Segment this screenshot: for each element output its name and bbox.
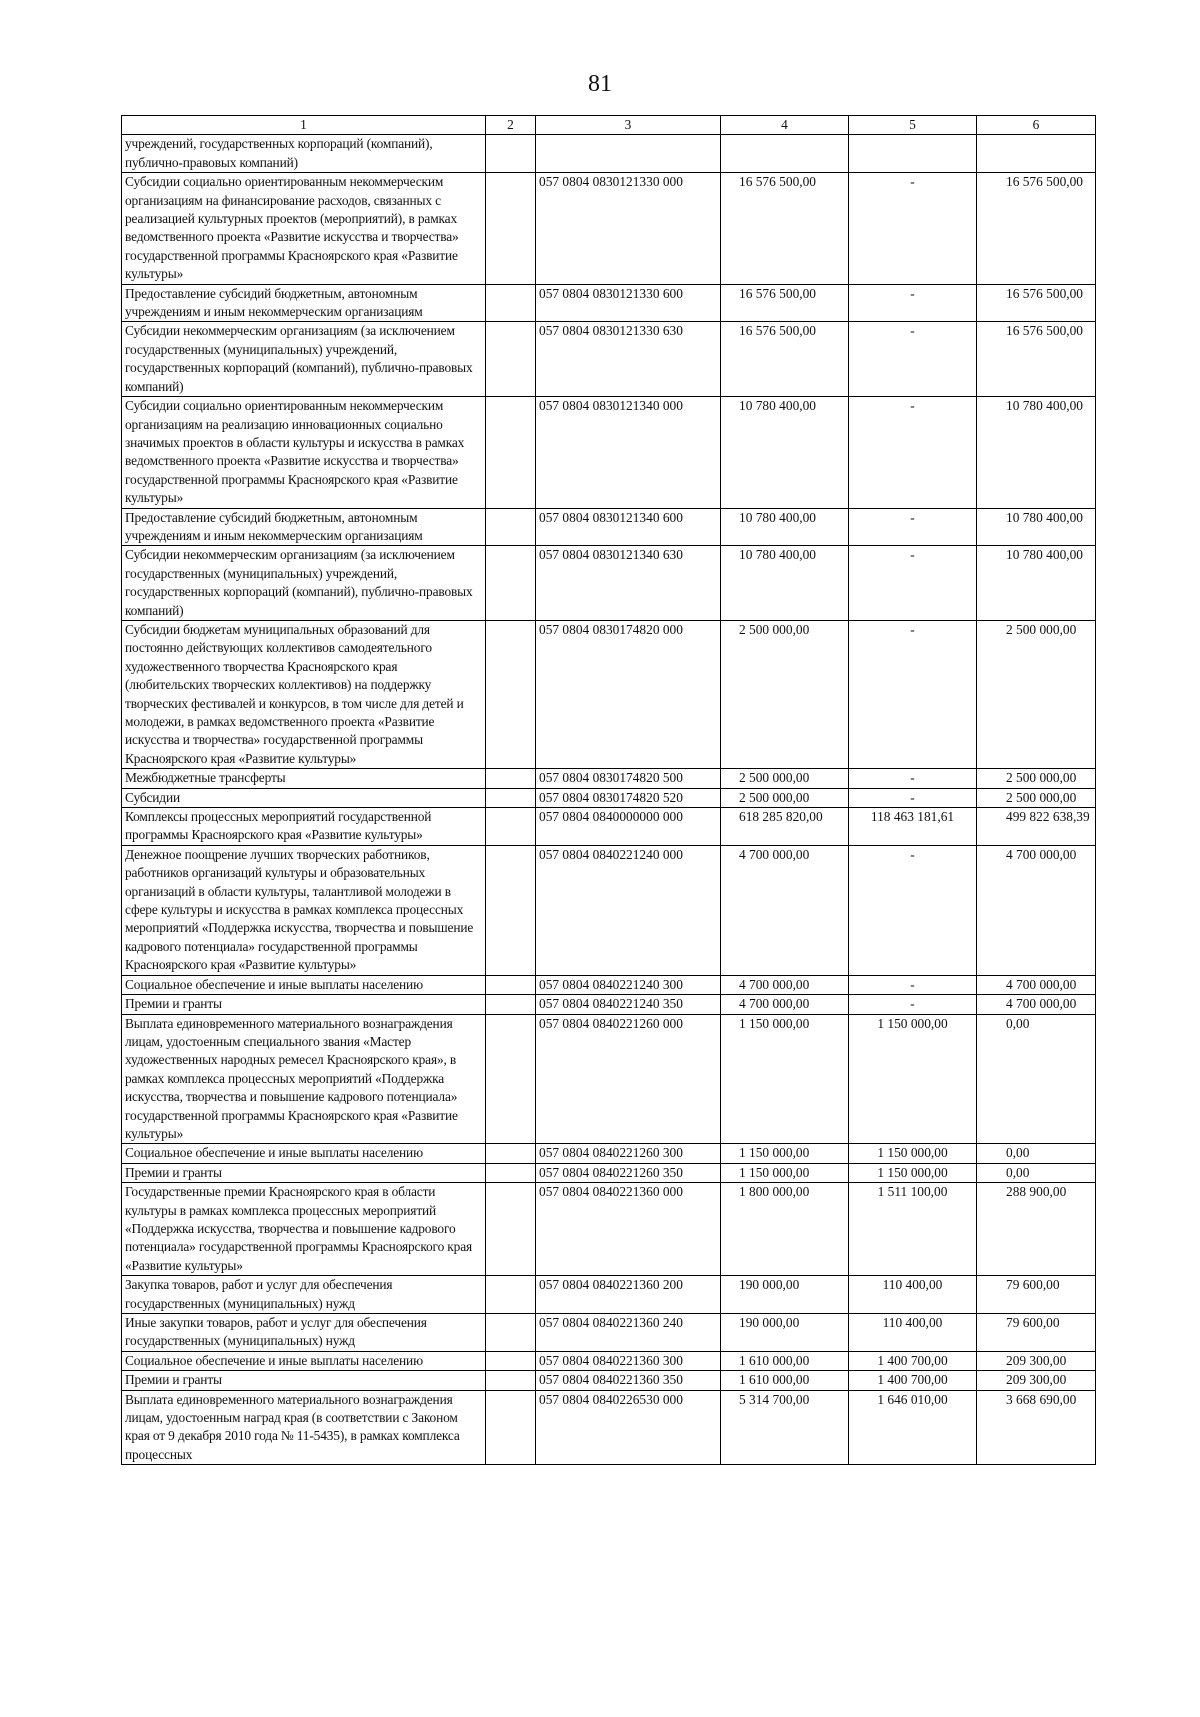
row-col2-cell [486, 1371, 536, 1390]
amount-col5-cell: - [849, 322, 977, 397]
amount-col5-cell: 110 400,00 [849, 1276, 977, 1314]
row-col2-cell [486, 397, 536, 508]
row-name-cell: Субсидии некоммерческим организациям (за исключением государственных (муниципальных) учреждений, государственных корпораций (компаний), публично-правовых компаний) [122, 322, 486, 397]
amount-col6-cell: 2 500 000,00 [977, 620, 1096, 768]
row-name-cell: Предоставление субсидий бюджетным, автономным учреждениям и иным некоммерческим организациям [122, 508, 486, 546]
row-name-cell: учреждений, государственных корпораций (компаний), публично-правовых компаний) [122, 135, 486, 173]
row-name-cell: Премии и гранты [122, 1163, 486, 1182]
amount-col6-cell: 79 600,00 [977, 1314, 1096, 1352]
amount-col6-cell: 16 576 500,00 [977, 322, 1096, 397]
amount-col5-cell: - [849, 995, 977, 1014]
amount-col5-cell: - [849, 620, 977, 768]
amount-col5-cell: 1 150 000,00 [849, 1014, 977, 1144]
amount-col4-cell: 4 700 000,00 [721, 995, 849, 1014]
table-row [122, 1163, 1096, 1182]
amount-col4-cell: 1 800 000,00 [721, 1183, 849, 1276]
amount-col5-cell: - [849, 173, 977, 284]
amount-col4-cell: 4 700 000,00 [721, 975, 849, 994]
amount-col6-cell: 288 900,00 [977, 1183, 1096, 1276]
table-row [122, 995, 1096, 1014]
amount-col4-cell: 618 285 820,00 [721, 808, 849, 846]
amount-col4-cell: 16 576 500,00 [721, 284, 849, 322]
row-name-cell: Иные закупки товаров, работ и услуг для обеспечения государственных (муниципальных) нужд [122, 1314, 486, 1352]
table-row [122, 769, 1096, 788]
row-col2-cell [486, 1276, 536, 1314]
amount-col6-cell [977, 135, 1096, 173]
budget-code-cell: 057 0804 0840221240 300 [536, 975, 721, 994]
row-col2-cell [486, 173, 536, 284]
table-header [122, 116, 1096, 135]
table-row [122, 788, 1096, 807]
amount-col4-cell: 2 500 000,00 [721, 769, 849, 788]
column-header: 3 [536, 116, 721, 135]
row-col2-cell [486, 508, 536, 546]
table-row [122, 1276, 1096, 1314]
budget-code-cell: 057 0804 0840226530 000 [536, 1390, 721, 1465]
amount-col5-cell: 1 400 700,00 [849, 1371, 977, 1390]
amount-col6-cell: 79 600,00 [977, 1276, 1096, 1314]
budget-code-cell: 057 0804 0840221260 300 [536, 1144, 721, 1163]
row-col2-cell [486, 808, 536, 846]
amount-col5-cell: 1 150 000,00 [849, 1144, 977, 1163]
row-name-cell: Субсидии некоммерческим организациям (за исключением государственных (муниципальных) учреждений, государственных корпораций (компаний), публично-правовых компаний) [122, 546, 486, 621]
amount-col4-cell: 10 780 400,00 [721, 397, 849, 508]
amount-col4-cell: 16 576 500,00 [721, 322, 849, 397]
table-row [122, 845, 1096, 975]
amount-col5-cell: 1 150 000,00 [849, 1163, 977, 1182]
amount-col6-cell: 209 300,00 [977, 1371, 1096, 1390]
amount-col6-cell: 4 700 000,00 [977, 975, 1096, 994]
amount-col4-cell: 2 500 000,00 [721, 788, 849, 807]
column-header: 1 [122, 116, 486, 135]
amount-col4-cell: 1 150 000,00 [721, 1144, 849, 1163]
amount-col5-cell: - [849, 788, 977, 807]
budget-code-cell: 057 0804 0840221360 300 [536, 1351, 721, 1370]
budget-code-cell: 057 0804 0830174820 000 [536, 620, 721, 768]
table-row [122, 173, 1096, 284]
amount-col6-cell: 4 700 000,00 [977, 845, 1096, 975]
row-name-cell: Субсидии [122, 788, 486, 807]
budget-code-cell: 057 0804 0840221360 000 [536, 1183, 721, 1276]
amount-col6-cell: 10 780 400,00 [977, 546, 1096, 621]
header-row [122, 116, 1096, 135]
column-header: 6 [977, 116, 1096, 135]
row-col2-cell [486, 845, 536, 975]
amount-col6-cell: 10 780 400,00 [977, 397, 1096, 508]
column-header: 5 [849, 116, 977, 135]
row-col2-cell [486, 1014, 536, 1144]
amount-col4-cell: 10 780 400,00 [721, 546, 849, 621]
amount-col6-cell: 209 300,00 [977, 1351, 1096, 1370]
amount-col4-cell: 1 610 000,00 [721, 1351, 849, 1370]
amount-col5-cell [849, 135, 977, 173]
budget-code-cell: 057 0804 0840221260 000 [536, 1014, 721, 1144]
table-row [122, 284, 1096, 322]
table-row [122, 135, 1096, 173]
amount-col4-cell [721, 135, 849, 173]
row-col2-cell [486, 1314, 536, 1352]
amount-col5-cell: - [849, 508, 977, 546]
budget-code-cell: 057 0804 0840000000 000 [536, 808, 721, 846]
budget-code-cell: 057 0804 0840221360 240 [536, 1314, 721, 1352]
row-col2-cell [486, 284, 536, 322]
amount-col4-cell: 190 000,00 [721, 1276, 849, 1314]
table-row [122, 546, 1096, 621]
amount-col6-cell: 2 500 000,00 [977, 788, 1096, 807]
row-name-cell: Премии и гранты [122, 995, 486, 1014]
row-name-cell: Комплексы процессных мероприятий государственной программы Красноярского края «Развитие культуры» [122, 808, 486, 846]
row-col2-cell [486, 322, 536, 397]
budget-table [121, 115, 1096, 1465]
row-name-cell: Премии и гранты [122, 1371, 486, 1390]
budget-code-cell: 057 0804 0830121340 600 [536, 508, 721, 546]
budget-code-cell: 057 0804 0840221360 200 [536, 1276, 721, 1314]
column-header: 2 [486, 116, 536, 135]
row-name-cell: Межбюджетные трансферты [122, 769, 486, 788]
column-header: 4 [721, 116, 849, 135]
amount-col4-cell: 1 610 000,00 [721, 1371, 849, 1390]
amount-col4-cell: 1 150 000,00 [721, 1014, 849, 1144]
table-row [122, 397, 1096, 508]
amount-col6-cell: 0,00 [977, 1163, 1096, 1182]
amount-col4-cell: 10 780 400,00 [721, 508, 849, 546]
amount-col4-cell: 190 000,00 [721, 1314, 849, 1352]
row-col2-cell [486, 1144, 536, 1163]
amount-col5-cell: - [849, 284, 977, 322]
row-col2-cell [486, 1351, 536, 1370]
row-col2-cell [486, 975, 536, 994]
row-col2-cell [486, 546, 536, 621]
row-name-cell: Денежное поощрение лучших творческих работников, работников организаций культуры и образовательных организаций в области культуры, талантливой молодежи в сфере культуры и искусства в рамках комплекса процессных мероприятий «Поддержка искусства, творчества и повышение кадрового потенциала» государственной программы Красноярского края «Развитие культуры» [122, 845, 486, 975]
page-number: 81 [588, 71, 612, 97]
amount-col6-cell: 10 780 400,00 [977, 508, 1096, 546]
table-row [122, 1144, 1096, 1163]
budget-code-cell: 057 0804 0830174820 520 [536, 788, 721, 807]
budget-code-cell: 057 0804 0840221240 350 [536, 995, 721, 1014]
row-name-cell: Закупка товаров, работ и услуг для обеспечения государственных (муниципальных) нужд [122, 1276, 486, 1314]
amount-col5-cell: - [849, 769, 977, 788]
budget-code-cell: 057 0804 0830121340 000 [536, 397, 721, 508]
row-name-cell: Государственные премии Красноярского края в области культуры в рамках комплекса процессных мероприятий «Поддержка искусства, творчества и повышение кадрового потенциала» государственной программы Красноярского края «Развитие культуры» [122, 1183, 486, 1276]
amount-col5-cell: 1 400 700,00 [849, 1351, 977, 1370]
budget-code-cell: 057 0804 0830121340 630 [536, 546, 721, 621]
row-name-cell: Выплата единовременного материального вознаграждения лицам, удостоенным наград края (в соответствии с Законом края от 9 декабря 2010 года № 11-5435), в рамках комплекса процессных [122, 1390, 486, 1465]
table-row [122, 808, 1096, 846]
row-name-cell: Субсидии социально ориентированным некоммерческим организациям на финансирование расходов, связанных с реализацией культурных проектов (мероприятий), в рамках ведомственного проекта «Развитие искусства и творчества» государственной программы Красноярского края «Развитие культуры» [122, 173, 486, 284]
table-row [122, 1371, 1096, 1390]
budget-code-cell: 057 0804 0830174820 500 [536, 769, 721, 788]
budget-code-cell [536, 135, 721, 173]
row-name-cell: Субсидии бюджетам муниципальных образований для постоянно действующих коллективов самодеятельного художественного творчества Красноярского края (любительских творческих коллективов) на поддержку творческих фестивалей и конкурсов, в том числе для детей и молодежи, в рамках ведомственного проекта «Развитие искусства и творчества» государственной программы Красноярского края «Развитие культуры» [122, 620, 486, 768]
row-name-cell: Социальное обеспечение и иные выплаты населению [122, 975, 486, 994]
budget-code-cell: 057 0804 0830121330 000 [536, 173, 721, 284]
row-col2-cell [486, 135, 536, 173]
row-name-cell: Субсидии социально ориентированным некоммерческим организациям на реализацию инновационных социально значимых проектов в области культуры и искусства в рамках ведомственного проекта «Развитие искусства и творчества» государственной программы Красноярского края «Развитие культуры» [122, 397, 486, 508]
amount-col5-cell: - [849, 546, 977, 621]
row-col2-cell [486, 769, 536, 788]
amount-col4-cell: 16 576 500,00 [721, 173, 849, 284]
budget-code-cell: 057 0804 0830121330 600 [536, 284, 721, 322]
amount-col4-cell: 4 700 000,00 [721, 845, 849, 975]
row-col2-cell [486, 1390, 536, 1465]
amount-col5-cell: 1 646 010,00 [849, 1390, 977, 1465]
budget-code-cell: 057 0804 0830121330 630 [536, 322, 721, 397]
table-row [122, 1351, 1096, 1370]
row-name-cell: Социальное обеспечение и иные выплаты населению [122, 1144, 486, 1163]
row-col2-cell [486, 995, 536, 1014]
table-body [122, 135, 1096, 1465]
budget-code-cell: 057 0804 0840221260 350 [536, 1163, 721, 1182]
row-col2-cell [486, 788, 536, 807]
amount-col4-cell: 1 150 000,00 [721, 1163, 849, 1182]
table-row [122, 322, 1096, 397]
table-row [122, 1390, 1096, 1465]
amount-col5-cell: 110 400,00 [849, 1314, 977, 1352]
table-row [122, 975, 1096, 994]
row-col2-cell [486, 1183, 536, 1276]
table-row [122, 1314, 1096, 1352]
table-row [122, 1183, 1096, 1276]
amount-col5-cell: - [849, 975, 977, 994]
row-name-cell: Социальное обеспечение и иные выплаты населению [122, 1351, 486, 1370]
amount-col4-cell: 2 500 000,00 [721, 620, 849, 768]
row-col2-cell [486, 620, 536, 768]
amount-col5-cell: - [849, 845, 977, 975]
row-name-cell: Предоставление субсидий бюджетным, автономным учреждениям и иным некоммерческим организациям [122, 284, 486, 322]
amount-col5-cell: - [849, 397, 977, 508]
amount-col6-cell: 3 668 690,00 [977, 1390, 1096, 1465]
amount-col5-cell: 118 463 181,61 [849, 808, 977, 846]
amount-col6-cell: 0,00 [977, 1014, 1096, 1144]
amount-col6-cell: 4 700 000,00 [977, 995, 1096, 1014]
amount-col4-cell: 5 314 700,00 [721, 1390, 849, 1465]
amount-col6-cell: 16 576 500,00 [977, 284, 1096, 322]
table-row [122, 620, 1096, 768]
table-row [122, 508, 1096, 546]
row-name-cell: Выплата единовременного материального вознаграждения лицам, удостоенным специального звания «Мастер художественных народных ремесел Красноярского края», в рамках комплекса процессных мероприятий «Поддержка искусства, творчества и повышение кадрового потенциала» государственной программы Красноярского края «Развитие культуры» [122, 1014, 486, 1144]
budget-code-cell: 057 0804 0840221240 000 [536, 845, 721, 975]
row-col2-cell [486, 1163, 536, 1182]
amount-col6-cell: 16 576 500,00 [977, 173, 1096, 284]
budget-code-cell: 057 0804 0840221360 350 [536, 1371, 721, 1390]
amount-col6-cell: 2 500 000,00 [977, 769, 1096, 788]
amount-col6-cell: 0,00 [977, 1144, 1096, 1163]
amount-col5-cell: 1 511 100,00 [849, 1183, 977, 1276]
amount-col6-cell: 499 822 638,39 [977, 808, 1096, 846]
table-row [122, 1014, 1096, 1144]
